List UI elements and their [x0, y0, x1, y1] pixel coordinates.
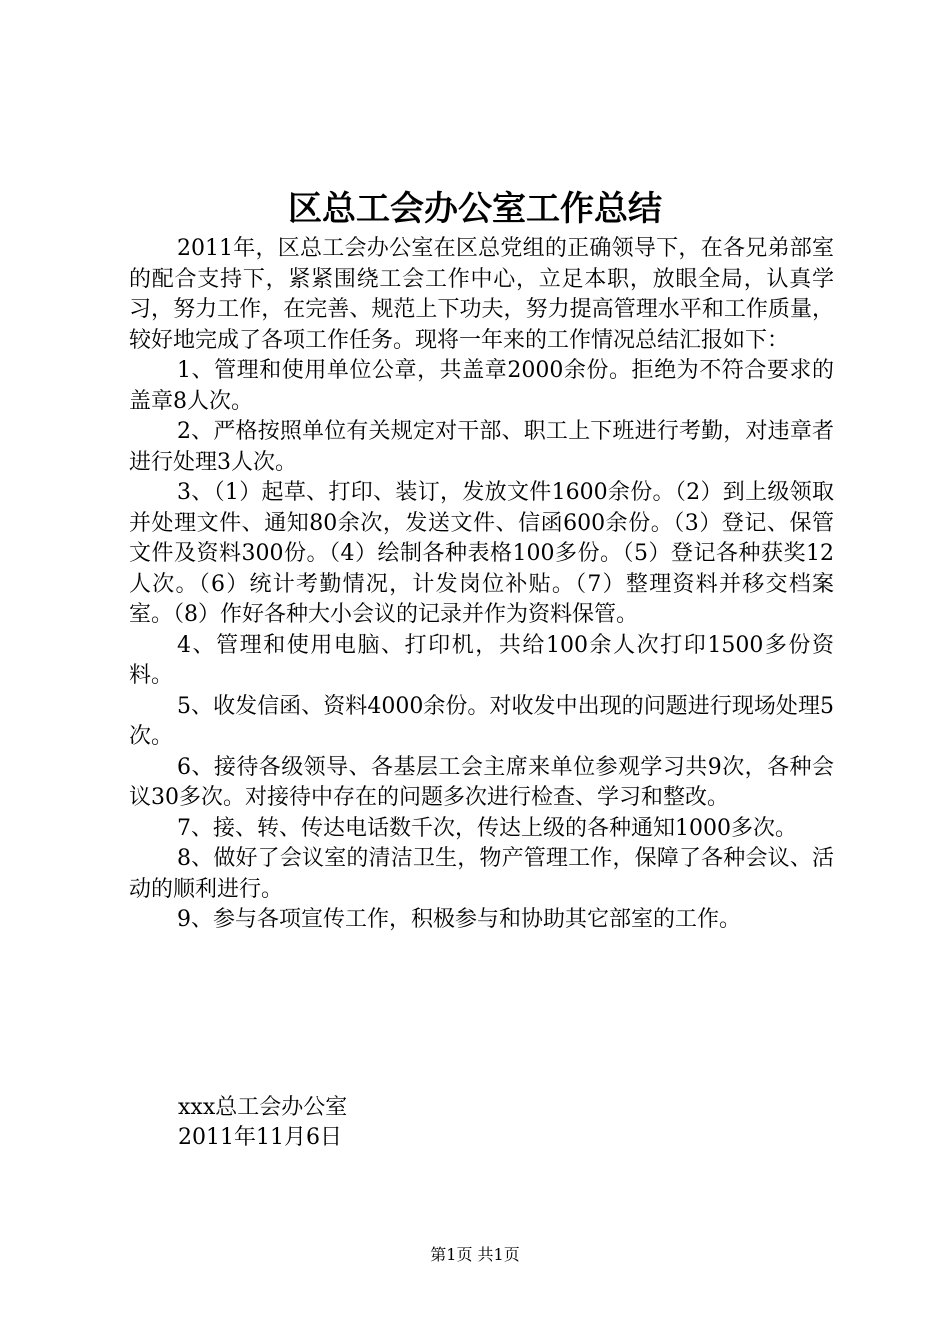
item-paragraph-4: 4、管理和使用电脑、打印机，共给100余人次打印1500多份资料。 [129, 632, 834, 688]
signature-date: 2011年11月6日 [178, 1125, 342, 1150]
item-paragraph-7: 7、接、转、传达电话数千次，传达上级的各种通知1000多次。 [177, 815, 797, 841]
item-paragraph-1: 1、管理和使用单位公章，共盖章2000余份。拒绝为不符合要求的盖章8人次。 [129, 358, 834, 414]
document-title: 区总工会办公室工作总结 [288, 189, 662, 229]
item-paragraph-5: 5、收发信函、资料4000余份。对收发中出现的问题进行现场处理5次。 [129, 693, 834, 749]
item-paragraph-8: 8、做好了会议室的清洁卫生，物产管理工作，保障了各种会议、活动的顺利进行。 [129, 846, 834, 902]
item-paragraph-9: 9、参与各项宣传工作，积极参与和协助其它部室的工作。 [177, 907, 741, 932]
signature-block [178, 1093, 678, 1153]
intro-paragraph: 2011年，区总工会办公室在区总党组的正确领导下，在各兄弟部室的配合支持下，紧紧围绕工会工作中心，立足本职，放眼全局，认真学习，努力工作，在完善、规范上下功夫，努力提高管理水平和工作质量，较好地完成了各项工作任务。现将一年来的工作情况总结汇报如下： [129, 236, 834, 353]
page-footer: 第1页 共1页 [430, 1245, 520, 1264]
item-paragraph-2: 2、严格按照单位有关规定对干部、职工上下班进行考勤，对违章者进行处理3人次。 [129, 419, 834, 475]
item-paragraph-3: 3、（1）起草、打印、装订，发放文件1600余份。（2）到上级领取并处理文件、通知80余次，发送文件、信函600余份。（3）登记、保管文件及资料300份。（4）绘制各种表格100多份。（5）登记各种获奖12人次。（6）统计考勤情况，计发岗位补贴。（7）整理资料并移交档案室。（8）作好各种大小会议的记录并作为资料保管。 [129, 480, 834, 627]
item-paragraph-6: 6、接待各级领导、各基层工会主席来单位参观学习共9次，各种会议30多次。对接待中存在的问题多次进行检查、学习和整改。 [129, 754, 834, 810]
document-body [129, 234, 834, 936]
signature-organization: xxx总工会办公室 [178, 1095, 348, 1120]
